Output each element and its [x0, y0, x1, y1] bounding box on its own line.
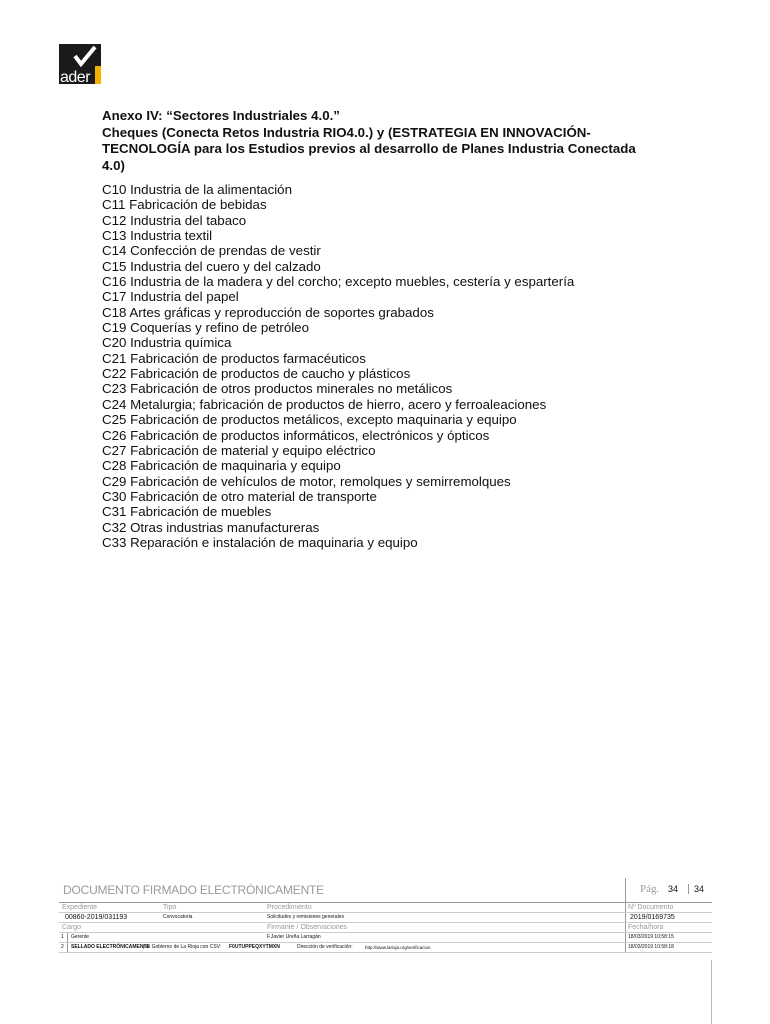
signer-row-2 [59, 943, 712, 953]
stamp-labels-row [59, 903, 712, 913]
sector-item: C10 Industria de la alimentación [102, 182, 292, 197]
sector-item: C26 Fabricación de productos informáticos, electrónicos y ópticos [102, 427, 490, 443]
firmante-label: Firmante / Observaciones [267, 924, 348, 931]
stamp-title: DOCUMENTO FIRMADO ELECTRÓNICAMENTE [63, 883, 324, 897]
page-indicator [625, 878, 712, 902]
sector-item: C14 Confección de prendas de vestir [102, 243, 321, 259]
tipo-value: Convocatoria [163, 914, 193, 920]
signer-cargo: Gerente [71, 934, 90, 940]
expediente-value: 00860-2019/031193 [65, 914, 128, 921]
page-label: Pág. [640, 883, 660, 895]
sellado-label: SELLADO ELECTRÓNICAMENTE [71, 944, 150, 950]
page-number: 34 [668, 884, 679, 894]
signer-name: F.Javier Ureña Larragán [267, 934, 321, 940]
ader-logo [59, 44, 101, 84]
sector-item: C30 Fabricación de otro material de transporte [102, 488, 377, 504]
cargo-label: Cargo [62, 924, 82, 931]
sector-item: C13 Industria textil [102, 228, 213, 244]
tipo-label: Tipo [163, 904, 177, 911]
verification-label: Dirección de verificación: [297, 944, 353, 950]
stamp-header [59, 878, 712, 903]
signature-stamp [59, 878, 712, 953]
procedimiento-label: Procedimiento [267, 904, 312, 911]
sector-item: C20 Industria química [102, 335, 232, 351]
logo-accent [95, 66, 101, 84]
sector-item: C18 Artes gráficas y reproducción de soportes grabados [102, 304, 434, 320]
verification-link[interactable]: http://www.larioja.org/verificacion [365, 945, 431, 950]
sector-list [102, 182, 722, 550]
signer-number: 2 [61, 944, 64, 950]
sector-item: C17 Industria del papel [102, 289, 239, 305]
signer-datetime: 18/03/2019 10:58:18 [628, 944, 674, 950]
n-documento-label: Nº Documento [628, 904, 674, 911]
sector-item: C11 Fabricación de bebidas [102, 197, 267, 213]
page-total: 34 [688, 884, 704, 894]
sector-item: C21 Fabricación de productos farmacéuticos [102, 350, 366, 366]
logo-wordmark: ader [60, 69, 91, 86]
sellado-por: por Gobierno de La Rioja con CSV: [143, 944, 222, 950]
margin-rule [711, 960, 712, 1024]
sector-item: C31 Fabricación de muebles [102, 504, 272, 520]
stamp-values-row [59, 913, 712, 923]
sector-item: C19 Coquerías y refino de petróleo [102, 320, 309, 336]
expediente-label: Expediente [62, 904, 98, 911]
sector-item: C27 Fabricación de material y equipo eléctrico [102, 442, 376, 458]
annex-subtitle: Cheques (Conecta Retos Industria RIO4.0.) y (ESTRATEGIA EN INNOVACIÓN-TECNOLOGÍA para los Estudios previos al desarrollo de Planes Industria Conectada 4.0) [102, 124, 636, 173]
sector-item: C24 Metalurgia; fabricación de productos de hierro, acero y ferroaleaciones [102, 396, 547, 412]
signer-row-1 [59, 933, 712, 943]
fecha-hora-label: Fecha/hora [628, 924, 664, 931]
n-documento-value: 2019/0169735 [630, 914, 675, 921]
sector-item: C32 Otras industrias manufactureras [102, 519, 320, 535]
sector-item: C33 Reparación e instalación de maquinaria y equipo [102, 534, 418, 550]
sector-item: C29 Fabricación de vehículos de motor, remolques y semirremolques [102, 473, 511, 489]
sector-item: C16 Industria de la madera y del corcho; excepto muebles, cestería y espartería [102, 274, 575, 290]
annex-heading [102, 108, 662, 174]
sector-item: C15 Industria del cuero y del calzado [102, 258, 321, 274]
annex-title: Anexo IV: “Sectores Industriales 4.0.” [102, 108, 340, 123]
signer-number: 1 [61, 934, 64, 940]
signer-datetime: 18/03/2019 10:58:15 [628, 934, 674, 940]
stamp-signer-labels-row [59, 923, 712, 933]
sector-item: C12 Industria del tabaco [102, 212, 247, 228]
sector-item: C28 Fabricación de maquinaria y equipo [102, 458, 341, 474]
sector-item: C25 Fabricación de productos metálicos, excepto maquinaria y equipo [102, 412, 517, 428]
sector-item: C23 Fabricación de otros productos minerales no metálicos [102, 381, 453, 397]
procedimiento-value: Solicitudes y remisiones generales [267, 914, 344, 920]
csv-code: F0UTUPPEQXYTMXN [229, 944, 280, 950]
sector-item: C22 Fabricación de productos de caucho y plásticos [102, 366, 411, 382]
